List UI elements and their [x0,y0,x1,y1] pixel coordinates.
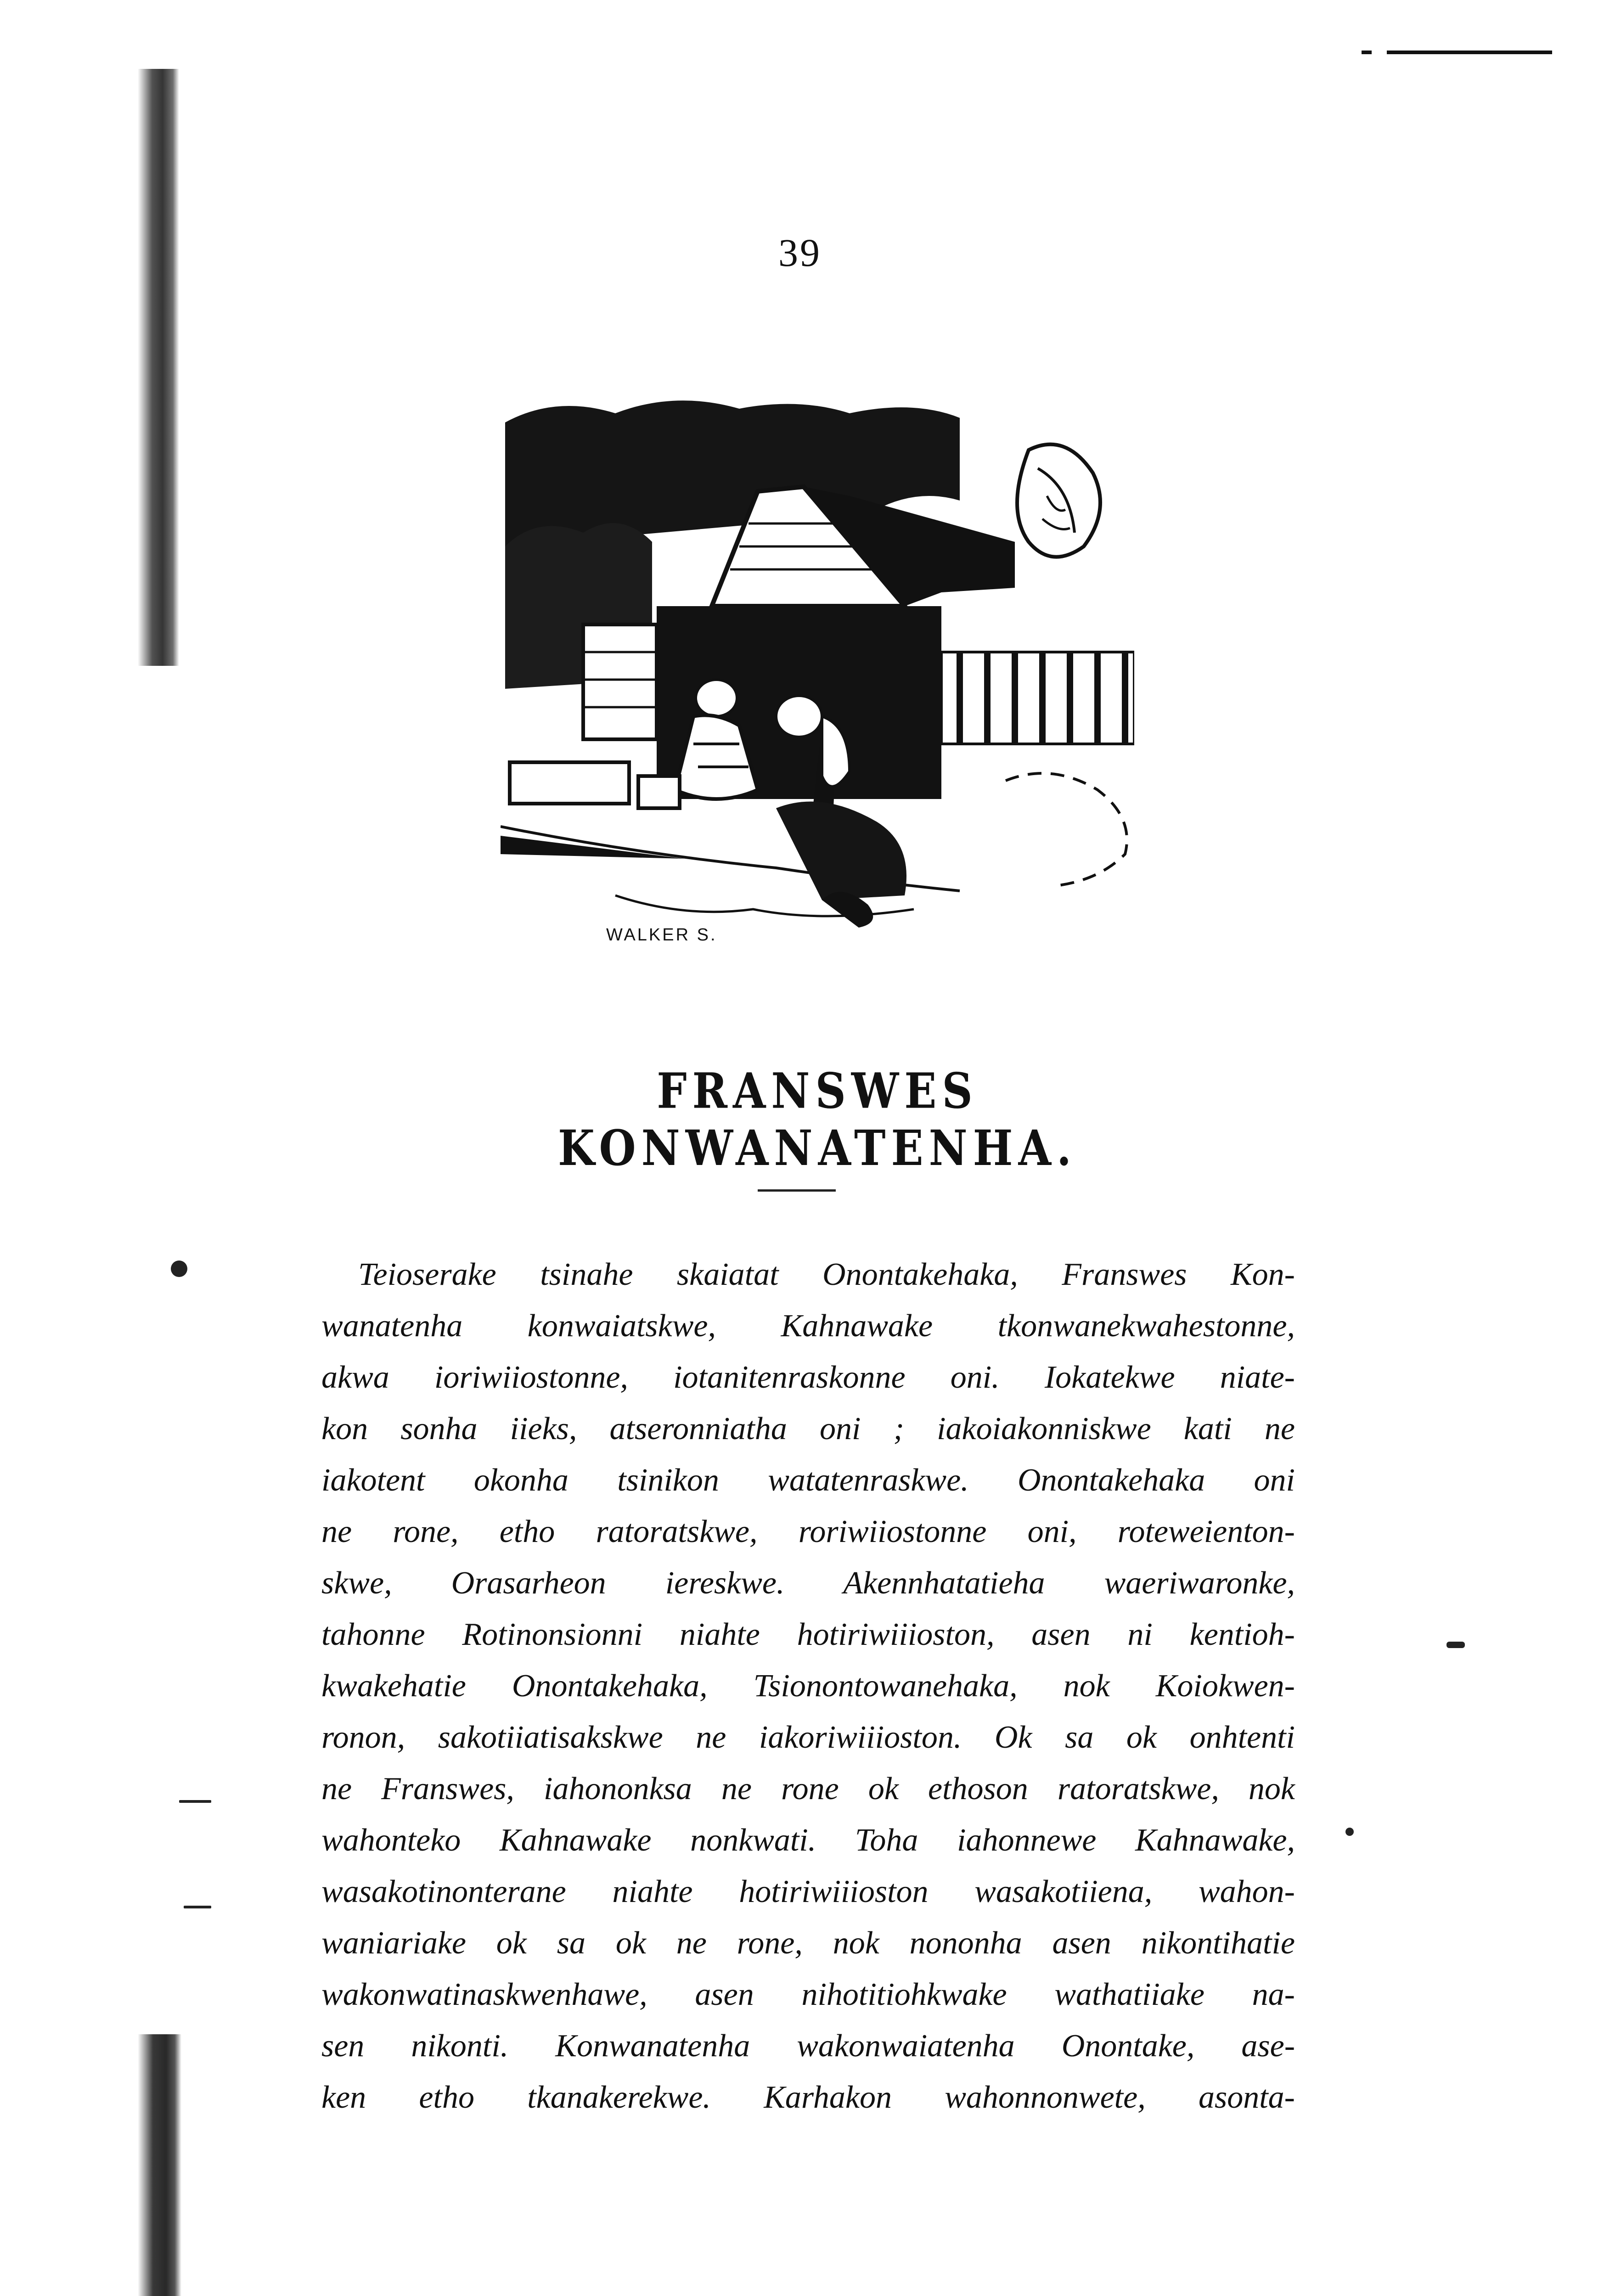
text-line: kwakehatie Onontakehaka, Tsionontowanehaka, nok Koiokwen- [321,1668,1295,1704]
text-line: tahonne Rotinonsionni niahte hotiriwiiioston, asen ni kentioh- [321,1617,1295,1652]
chapter-heading: FRANSWES KONWANATENHA. [558,1062,1077,1177]
text-line: waniariake ok sa ok ne rone, nok nononha asen nikontihatie [321,1925,1295,1961]
text-line: kon sonha iieks, atseronniatha oni ; iakoiakonniskwe kati ne [321,1411,1295,1446]
text-line: ken etho tkanakerekwe. Karhakon wahonnonwete, asonta- [321,2080,1295,2115]
text-line: iakotent okonha tsinikon watatenraskwe. Onontakehaka oni [321,1463,1295,1498]
text-line: Teioserake tsinahe skaiatat Onontakehaka, Franswes Kon- [358,1257,1295,1292]
scan-binding-shadow-top [138,69,179,666]
scan-speck [184,1906,211,1908]
text-line: wanatenha konwaiatskwe, Kahnawake tkonwanekwahestonne, [321,1308,1295,1344]
text-line: wakonwatinaskwenhawe, asen nihotitiohkwake wathatiiake na- [321,1977,1295,2012]
scan-binding-shadow-bottom [138,2034,181,2296]
text-line: wasakotinonterane niahte hotiriwiiioston wasakotiiena, wahon- [321,1874,1295,1909]
text-line: wahonteko Kahnawake nonkwati. Toha iahonnewe Kahnawake, [321,1823,1295,1858]
scan-speck [1447,1642,1465,1648]
page-number: 39 [778,231,822,275]
text-line: akwa ioriwiiostonne, iotanitenraskonne oni. Iokatekwe niate- [321,1360,1295,1395]
scan-mark-rule [1387,51,1552,54]
heading-divider [758,1189,836,1192]
text-line: ronon, sakotiiatisakskwe ne iakoriwiiioston. Ok sa ok onhtenti [321,1720,1295,1755]
text-line: sen nikonti. Konwanatenha wakonwaiatenha Onontake, ase- [321,2028,1295,2064]
text-line: ne Franswes, iahononksa ne rone ok ethoson ratoratskwe, nok [321,1771,1295,1806]
cottage-engraving [501,395,1134,946]
text-line: skwe, Orasarheon iereskwe. Akennhatatieha waeriwaronke, [321,1565,1295,1601]
scan-mark-dash [1362,51,1372,54]
scan-speck [171,1261,187,1277]
scan-speck [179,1800,211,1803]
body-paragraph [321,1249,1295,2123]
scan-speck [1345,1828,1354,1836]
engraver-signature: WALKER S. [606,925,717,945]
text-line: ne rone, etho ratoratskwe, roriwiiostonne oni, roteweienton- [321,1514,1295,1549]
